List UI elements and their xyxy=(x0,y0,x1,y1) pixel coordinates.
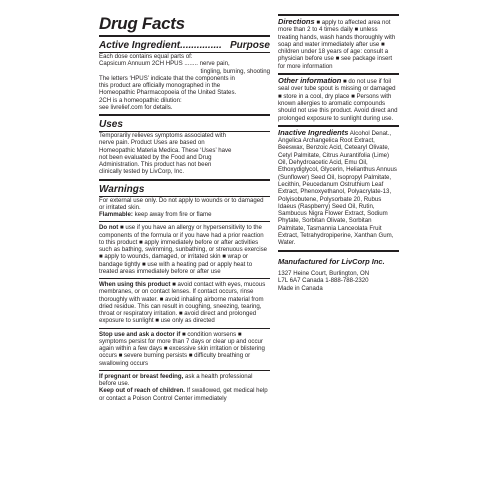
active-ingredient-heading xyxy=(99,40,270,52)
manufacturer-section xyxy=(278,256,399,295)
other-information-section xyxy=(278,75,399,125)
when-using-paragraph xyxy=(99,281,270,325)
directions-section xyxy=(278,16,399,73)
do-not-paragraph xyxy=(99,224,270,275)
active-ingredient-section xyxy=(99,37,270,114)
purpose-heading: Purpose xyxy=(229,40,270,51)
pregnancy-paragraph xyxy=(99,373,270,388)
uses-line: Administration. This product has not been xyxy=(99,161,212,168)
flammable-text: keep away from fire or flame xyxy=(134,211,212,218)
other-information-text: ■ do not use if foil seal over tube spout is missing or damaged ■ store in a cool, dry place ■ Persons with known allergies to aromatic compounds should not use this product. Avoid direct and prolonged exposure to sunlight during use. xyxy=(278,78,398,122)
ingredient-line: The letters ‘HPUS’ indicate that the components in xyxy=(99,74,235,82)
left-column xyxy=(99,14,270,405)
pregnancy-section xyxy=(99,371,270,405)
uses-line: Homeopathic Materia Medica. These ‘Uses’ have xyxy=(99,146,232,154)
other-information-heading: Other information xyxy=(278,76,342,86)
pregnancy-label: If pregnant or breast feeding, xyxy=(99,372,184,380)
manufacturer-address-line: 1327 Heine Court, Burlington, ON xyxy=(278,269,370,277)
stop-use-paragraph xyxy=(99,331,270,367)
stop-use-label: Stop use and ask a doctor if xyxy=(99,330,181,338)
pregnancy-text: ask a health professional before use. xyxy=(99,372,253,387)
leader-dots: ............... xyxy=(180,40,222,51)
inactive-ingredients-heading: Inactive Ingredients xyxy=(278,127,349,137)
ingredient-line: Capsicum Annuum 2CH HPUS ........ nerve pain, xyxy=(99,60,230,68)
children-label: Keep out of reach of children. xyxy=(99,387,185,395)
manufacturer-heading-line xyxy=(278,258,399,266)
when-using-section xyxy=(99,279,270,328)
inactive-ingredients-text: Alcohol Denat., Angelica Archangelica Root Extract, Beeswax, Benzoic Acid, Cetearyl Olivate, Cetyl Palmitate, Citrus Aurantifolia (Lime) Oil, Dehydroacetic Acid, Emu Oil, Ethoxydiglycol, Glycerin, Helianthus Annuus (Sunflower) Seed Oil, Isopropyl Palmitate, Lecithin, Peucedanum Ostruthium Leaf Extract, Phenoxyethanol, Polyacrylate-13, Polyisobutene, Polysorbate 20, Rubus Idaeus (Raspberry) Seed Oil, Rutin, Sambucus Nigra Flower Extract, Sodium Phytate, Sorbitan Olivate, Sorbitan Palmitate, Tasmannia Lanceolata Fruit Extract, Tetrahydropiperine, Xanthan Gum, Water. xyxy=(278,129,397,247)
flammable-label: Flammable: xyxy=(99,211,133,218)
ingredient-purpose-line: tingling, burning, shooting xyxy=(200,67,270,75)
uses-line: nerve pain. Product Uses are based on xyxy=(99,139,205,147)
inactive-ingredients-section xyxy=(278,127,399,250)
ingredient-line: Each dose contains equal parts of: xyxy=(99,53,193,60)
uses-line: not been evaluated by the Food and Drug xyxy=(99,153,212,161)
ingredient-line: 2CH is a homeopathic dilution: xyxy=(99,96,182,104)
uses-line: clinically tested by LivCorp, Inc. xyxy=(99,168,185,176)
right-column xyxy=(278,14,399,295)
do-not-label: Do not xyxy=(99,224,119,232)
directions-heading: Directions xyxy=(278,17,315,26)
do-not-section xyxy=(99,222,270,278)
page-title: Drug Facts xyxy=(99,14,185,33)
uses-heading: Uses xyxy=(99,119,123,130)
flammable-warning xyxy=(99,211,270,218)
warnings-section xyxy=(99,181,270,222)
directions-text: ■ apply to affected area not more than 2 to 4 times daily ■ unless treating hands, wash hands thoroughly with soap and water immediately after use ■ children under 18 years of age: consult a physician before use ■ see package insert for more information xyxy=(278,19,396,70)
children-paragraph xyxy=(99,387,270,402)
manufacturer-address-line: L7L 6A7 Canada 1-888-788-2320 xyxy=(278,277,369,285)
stop-use-text: ■ condition worsens ■ symptoms persist for more than 7 days or clear up and occur again within a few days ■ excessive skin irritation or blistering occurs ■ severe burning persists ■ difficulty breathing or swallowing occurs xyxy=(99,330,265,367)
directions-paragraph xyxy=(278,18,399,70)
do-not-text: ■ use if you have an allergy or hypersensitivity to the components of the formula or if you have had a prior reaction to this product ■ apply immediately before or after activities such as bathing, swimming, sunbathing, or strenuous exercise ■ apply to wounds, damaged, or irritated skin ■ wrap or bandage tightly ■ use with a heating pad or apply heat to treated areas immediately before or after use xyxy=(99,224,268,275)
manufacturer-heading: Manufactured for LivCorp Inc. xyxy=(278,256,385,266)
ingredient-line: Homeopathic Pharmacopoeia of the United States. xyxy=(99,89,237,97)
warnings-heading: Warnings xyxy=(99,183,145,195)
children-text: If swallowed, get medical help or contact a Poison Control Center immediately xyxy=(99,387,268,402)
ingredient-line: this product are officially monographed in the xyxy=(99,82,221,89)
when-using-text: ■ avoid contact with eyes, mucous membranes, or on contact lenses. If contact occurs, rinse thoroughly with water. ■ avoid inhaling airborne material from dried residue. This can result in coughing, sneezing, tearing, throat or respiratory irritation. ■ avoid direct and prolonged exposure to sunlight ■ use only as directed xyxy=(99,281,266,325)
manufacturer-origin-line: Made in Canada xyxy=(278,284,323,292)
uses-section xyxy=(99,116,270,179)
other-information-paragraph xyxy=(278,77,399,122)
uses-line: Temporarily relieves symptoms associated with xyxy=(99,132,226,139)
external-use-warning: For external use only. Do not apply to wounds or to damaged or irritated skin. xyxy=(99,196,264,211)
when-using-label: When using this product xyxy=(99,281,171,288)
inactive-ingredients-paragraph xyxy=(278,129,399,247)
stop-use-section xyxy=(99,329,270,370)
active-ingredient-title: Active Ingredient xyxy=(99,40,181,51)
ingredient-line: see livrelief.com for details. xyxy=(99,103,173,111)
